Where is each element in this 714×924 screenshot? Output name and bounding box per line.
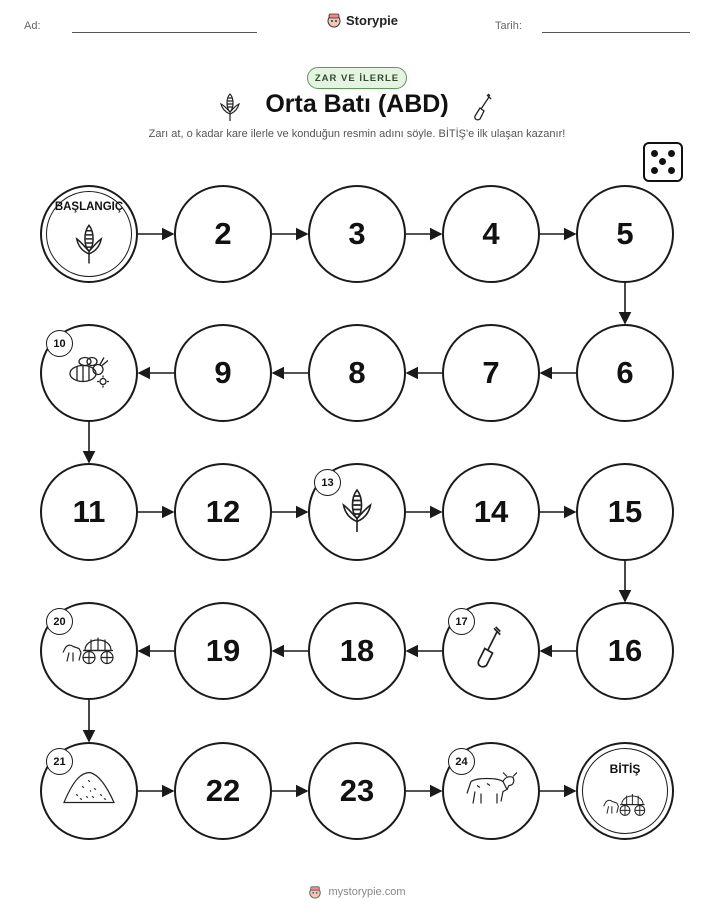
brand-name: Storypie [346,12,399,28]
space-number-badge: 24 [448,748,475,775]
space-number: 6 [616,355,634,390]
start-label: BAŞLANGIÇ [54,201,124,213]
corn-icon [340,486,374,539]
board-space-23 [308,742,406,840]
board-space-14 [442,463,540,561]
board-space-24 [442,742,540,840]
board-space-9 [174,324,272,422]
instructions: Zarı at, o kadar kare ilerle ve konduğun resmin adını söyle. BİTİŞ'e ilk ulaşan kazanır! [148,128,566,140]
board-space-15 [576,463,674,561]
space-number: 4 [482,216,500,251]
space-number: 19 [205,633,241,668]
space-number-badge: 10 [46,330,73,357]
board-space-20 [40,602,138,700]
board-space-22 [174,742,272,840]
ox-icon [463,768,519,815]
board-space-16 [576,602,674,700]
board-space-21 [40,742,138,840]
finish-space [576,742,674,840]
space-number: 14 [473,494,509,529]
board-space-2 [174,185,272,283]
corn-icon [74,221,104,270]
board-space-6 [576,324,674,422]
space-number: 7 [482,355,500,390]
space-number: 23 [339,773,375,808]
space-number-badge: 21 [46,748,73,775]
space-number: 15 [607,494,643,529]
board-space-5 [576,185,674,283]
grain-pile-icon [60,769,118,814]
footer-url: mystorypie.com [328,886,406,898]
space-number: 18 [339,633,375,668]
space-number-badge: 17 [448,608,475,635]
space-number: 11 [72,494,106,529]
board-space-12 [174,463,272,561]
space-number: 12 [205,494,241,529]
space-number: 5 [616,216,634,251]
name-label: Ad: [24,20,41,32]
board-space-17 [442,602,540,700]
date-label: Tarih: [495,20,522,32]
space-number: 16 [607,633,643,668]
space-number: 3 [348,216,366,251]
shovel-icon [474,624,508,679]
space-number: 8 [348,355,366,390]
board-space-13 [308,463,406,561]
activity-tag: ZAR VE İLERLE [307,67,407,89]
board-space-8 [308,324,406,422]
space-number: 22 [205,773,241,808]
board-space-19 [174,602,272,700]
board-space-4 [442,185,540,283]
start-space [40,185,138,283]
page-title: Orta Batı (ABD) [265,90,449,118]
space-number-badge: 20 [46,608,73,635]
board-space-18 [308,602,406,700]
board-space-7 [442,324,540,422]
storypie-mascot-icon [308,885,322,899]
board-space-3 [308,185,406,283]
board-space-11 [40,463,138,561]
covered-wagon-icon [602,788,648,823]
space-number: 2 [214,216,232,251]
space-number-badge: 13 [314,469,341,496]
footer [0,885,714,899]
bee-icon [65,350,113,397]
board-space-10 [40,324,138,422]
space-number: 9 [214,355,232,390]
covered-wagon-icon [61,631,117,672]
finish-label: BİTİŞ [609,762,641,776]
